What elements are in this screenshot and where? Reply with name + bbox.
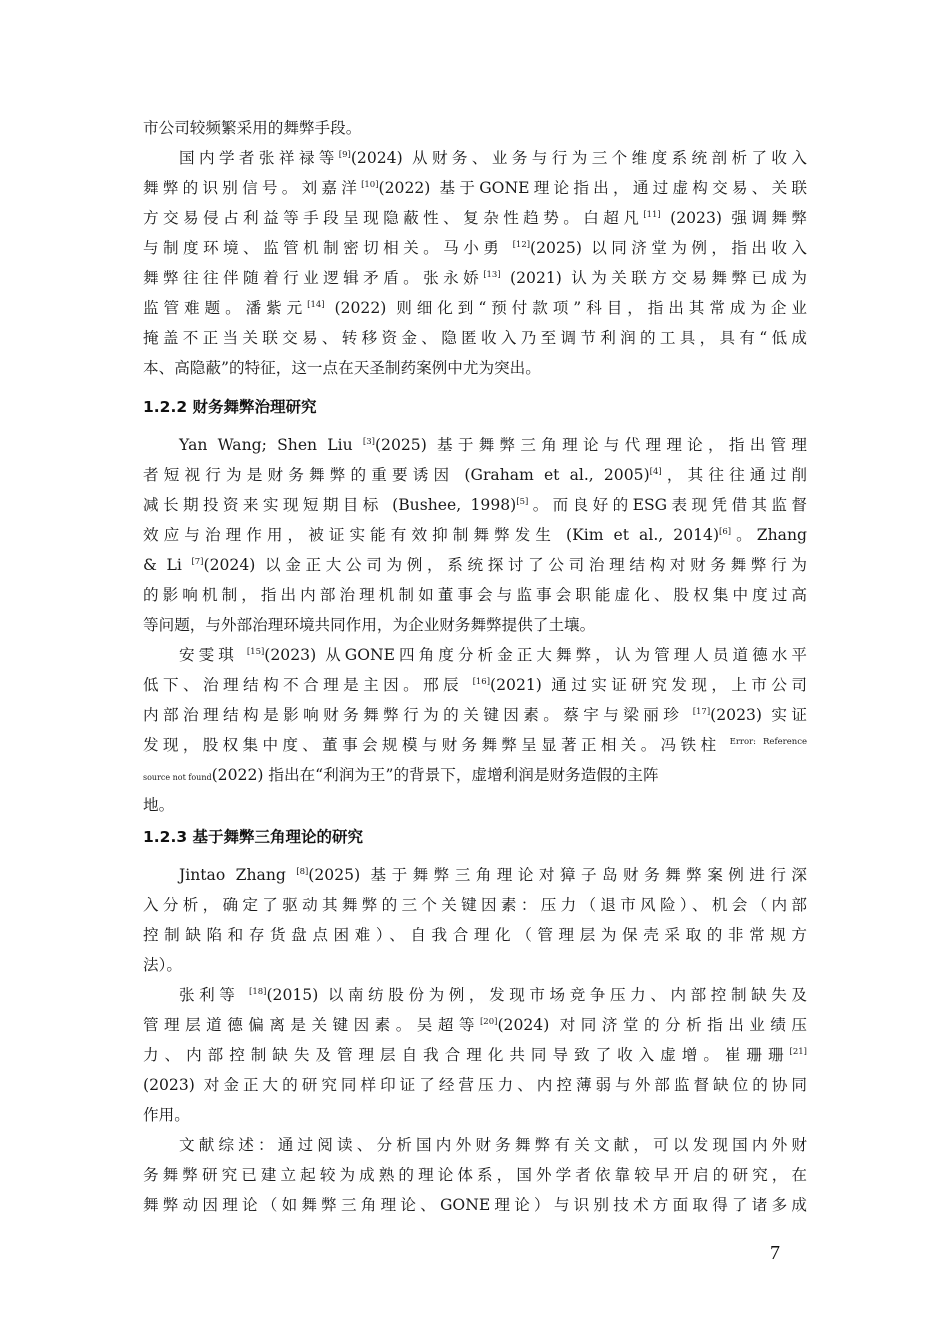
citation-marker: [5] [516, 497, 529, 507]
text-line [143, 640, 807, 670]
text-run: 监管难题。潘紫元 [143, 299, 308, 317]
text-run: (2025) 基于舞弊三角理论对獐子岛财务舞弊案例进行深 [308, 866, 807, 884]
citation-marker: [12] [512, 240, 531, 250]
text-line [143, 760, 807, 790]
text-line [143, 460, 807, 490]
text-run: Yan Wang; Shen Liu [179, 436, 363, 454]
text-run: 低下、治理结构不合理是主因。邢辰 [143, 676, 473, 694]
text-run: 与制度环境、监管机制密切相关。马小勇 [143, 239, 513, 257]
citation-marker: [20] [479, 1017, 498, 1027]
text-line [143, 143, 807, 173]
text-run: 发现，股权集中度、董事会规模与财务舞弊呈显著正相关。冯铁柱 [143, 736, 730, 754]
text-line [143, 860, 807, 890]
text-line [143, 203, 807, 233]
section-heading: 1.2.2 财务舞弊治理研究 [143, 398, 317, 416]
citation-marker: [16] [472, 677, 491, 687]
text-line [143, 323, 807, 353]
text-line [143, 1040, 807, 1070]
text-line [143, 980, 807, 1010]
text-run: (2024) 从财务、业务与行为三个维度系统剖析了收入 [350, 149, 807, 167]
text-run: (2021) 认为关联方交易舞弊已成为 [500, 269, 807, 287]
text-run: 本、高隐蔽”的特征，这一点在天圣制药案例中尤为突出。 [143, 359, 541, 377]
text-line [143, 1160, 807, 1190]
text-line [143, 700, 807, 730]
text-run: 安雯琪 [179, 646, 247, 664]
text-run: 。而良好的ESG表现凭借其监督 [528, 496, 807, 514]
text-run: 效应与治理作用，被证实能有效抑制舞弊发生 (Kim et al., 2014) [143, 526, 720, 544]
citation-marker: [18] [249, 987, 267, 997]
text-line [143, 233, 807, 263]
text-line [143, 550, 807, 580]
citation-marker: [7] [191, 557, 204, 567]
reference-error-text: source not found [143, 773, 212, 782]
text-line [143, 1190, 807, 1220]
text-run: (2015) 以南纺股份为例，发现市场竞争压力、内部控制缺失及 [266, 986, 807, 1004]
text-run: 等问题，与外部治理环境共同作用，为企业财务舞弊提供了土壤。 [143, 616, 596, 634]
text-run: 张利等 [179, 986, 249, 1004]
citation-marker: [3] [362, 437, 375, 447]
text-run: 文献综述：通过阅读、分析国内外财务舞弊有关文献，可以发现国内外财 [179, 1136, 807, 1154]
text-run: (2025) 基于舞弊三角理论与代理理论，指出管理 [374, 436, 807, 454]
text-run: 舞弊往往伴随着行业逻辑矛盾。张永娇 [143, 269, 484, 287]
text-line [143, 430, 807, 460]
text-line [143, 490, 807, 520]
text-line [143, 730, 807, 760]
text-run: (2022) 指出在“利润为王”的背景下，虚增利润是财务造假的主阵 [211, 766, 659, 784]
text-run: 市公司较频繁采用的舞弊手段。 [143, 119, 362, 137]
text-line [143, 520, 807, 550]
text-line [143, 670, 807, 700]
text-run: 。Zhang [731, 526, 807, 544]
text-run: (2024) 以金正大公司为例，系统探讨了公司治理结构对财务舞弊行为 [203, 556, 807, 574]
text-line [143, 610, 807, 640]
citation-marker: [9] [338, 150, 351, 160]
text-run: 减长期投资来实现短期目标 (Bushee, 1998) [143, 496, 517, 514]
citation-marker: [15] [246, 647, 265, 657]
text-run: (2022) 则细化到“预付款项”科目，指出其常成为企业 [324, 299, 807, 317]
text-run: ，其往往通过削 [661, 466, 807, 484]
citation-marker: [8] [296, 867, 309, 877]
text-line [143, 263, 807, 293]
text-run: (2023) 实证 [710, 706, 807, 724]
citation-marker: Error: Reference [729, 737, 807, 747]
text-run: (2023) 对金正大的研究同样印证了经营压力、内控薄弱与外部监督缺位的协同 [143, 1076, 807, 1094]
text-run: 务舞弊研究已建立起较为成熟的理论体系，国外学者依靠较早开启的研究，在 [143, 1166, 807, 1184]
page-number: 7 [770, 1242, 780, 1264]
citation-marker: [11] [643, 210, 661, 220]
text-run: 控制缺陷和存货盘点困难）、自我合理化（管理层为保壳采取的非常规方 [143, 926, 807, 944]
text-line [143, 113, 807, 143]
text-run: 舞弊动因理论（如舞弊三角理论、GONE理论）与识别技术方面取得了诸多成 [143, 1196, 807, 1214]
text-line [143, 790, 807, 820]
citation-marker: [21] [789, 1047, 807, 1057]
text-run: 力、内部控制缺失及管理层自我合理化共同导致了收入虚增。崔珊珊 [143, 1046, 790, 1064]
text-line [143, 950, 807, 980]
text-run: (2025) 以同济堂为例，指出收入 [530, 239, 807, 257]
text-line [143, 920, 807, 950]
text-run: 内部治理结构是影响财务舞弊行为的关键因素。蔡宇与梁丽珍 [143, 706, 693, 724]
text-run: (2023) 强调舞弊 [660, 209, 807, 227]
text-run: 方交易侵占利益等手段呈现隐蔽性、复杂性趋势。白超凡 [143, 209, 644, 227]
text-run: 者短视行为是财务舞弊的重要诱因 (Graham et al., 2005) [143, 466, 650, 484]
text-run: 的影响机制，指出内部治理机制如董事会与监事会职能虚化、股权集中度过高 [143, 586, 807, 604]
citation-marker: [17] [692, 707, 711, 717]
text-line [143, 1130, 807, 1160]
citation-marker: [14] [307, 300, 325, 310]
text-run: 国内学者张祥禄等 [179, 149, 339, 167]
text-run: 舞弊的识别信号。刘嘉洋 [143, 179, 362, 197]
text-line [143, 580, 807, 610]
text-run: 入分析，确定了驱动其舞弊的三个关键因素：压力（退市风险）、机会（内部 [143, 896, 807, 914]
citation-marker: [4] [649, 467, 662, 477]
text-run: & Li [143, 556, 192, 574]
citation-marker: [10] [361, 180, 379, 190]
citation-marker: [13] [483, 270, 501, 280]
text-run: 掩盖不正当关联交易、转移资金、隐匿收入乃至调节利润的工具，具有“低成 [143, 329, 807, 347]
section-heading: 1.2.3 基于舞弊三角理论的研究 [143, 828, 364, 846]
text-run: Jintao Zhang [179, 866, 297, 884]
text-line [143, 1100, 807, 1130]
text-line [143, 353, 807, 383]
text-run: 法）。 [143, 956, 182, 974]
text-line [143, 173, 807, 203]
text-run: (2023) 从GONE四角度分析金正大舞弊，认为管理人员道德水平 [264, 646, 807, 664]
text-line [143, 1010, 807, 1040]
text-line [143, 1070, 807, 1100]
citation-marker: [6] [719, 527, 732, 537]
text-run: (2022) 基于GONE理论指出，通过虚构交易、关联 [378, 179, 807, 197]
text-run: 管理层道德偏离是关键因素。吴超等 [143, 1016, 480, 1034]
text-run: (2021) 通过实证研究发现，上市公司 [490, 676, 807, 694]
text-run: (2024) 对同济堂的分析指出业绩压 [497, 1016, 807, 1034]
text-run: 地。 [143, 796, 175, 814]
text-run: 作用。 [143, 1106, 190, 1124]
text-line [143, 293, 807, 323]
text-line [143, 890, 807, 920]
